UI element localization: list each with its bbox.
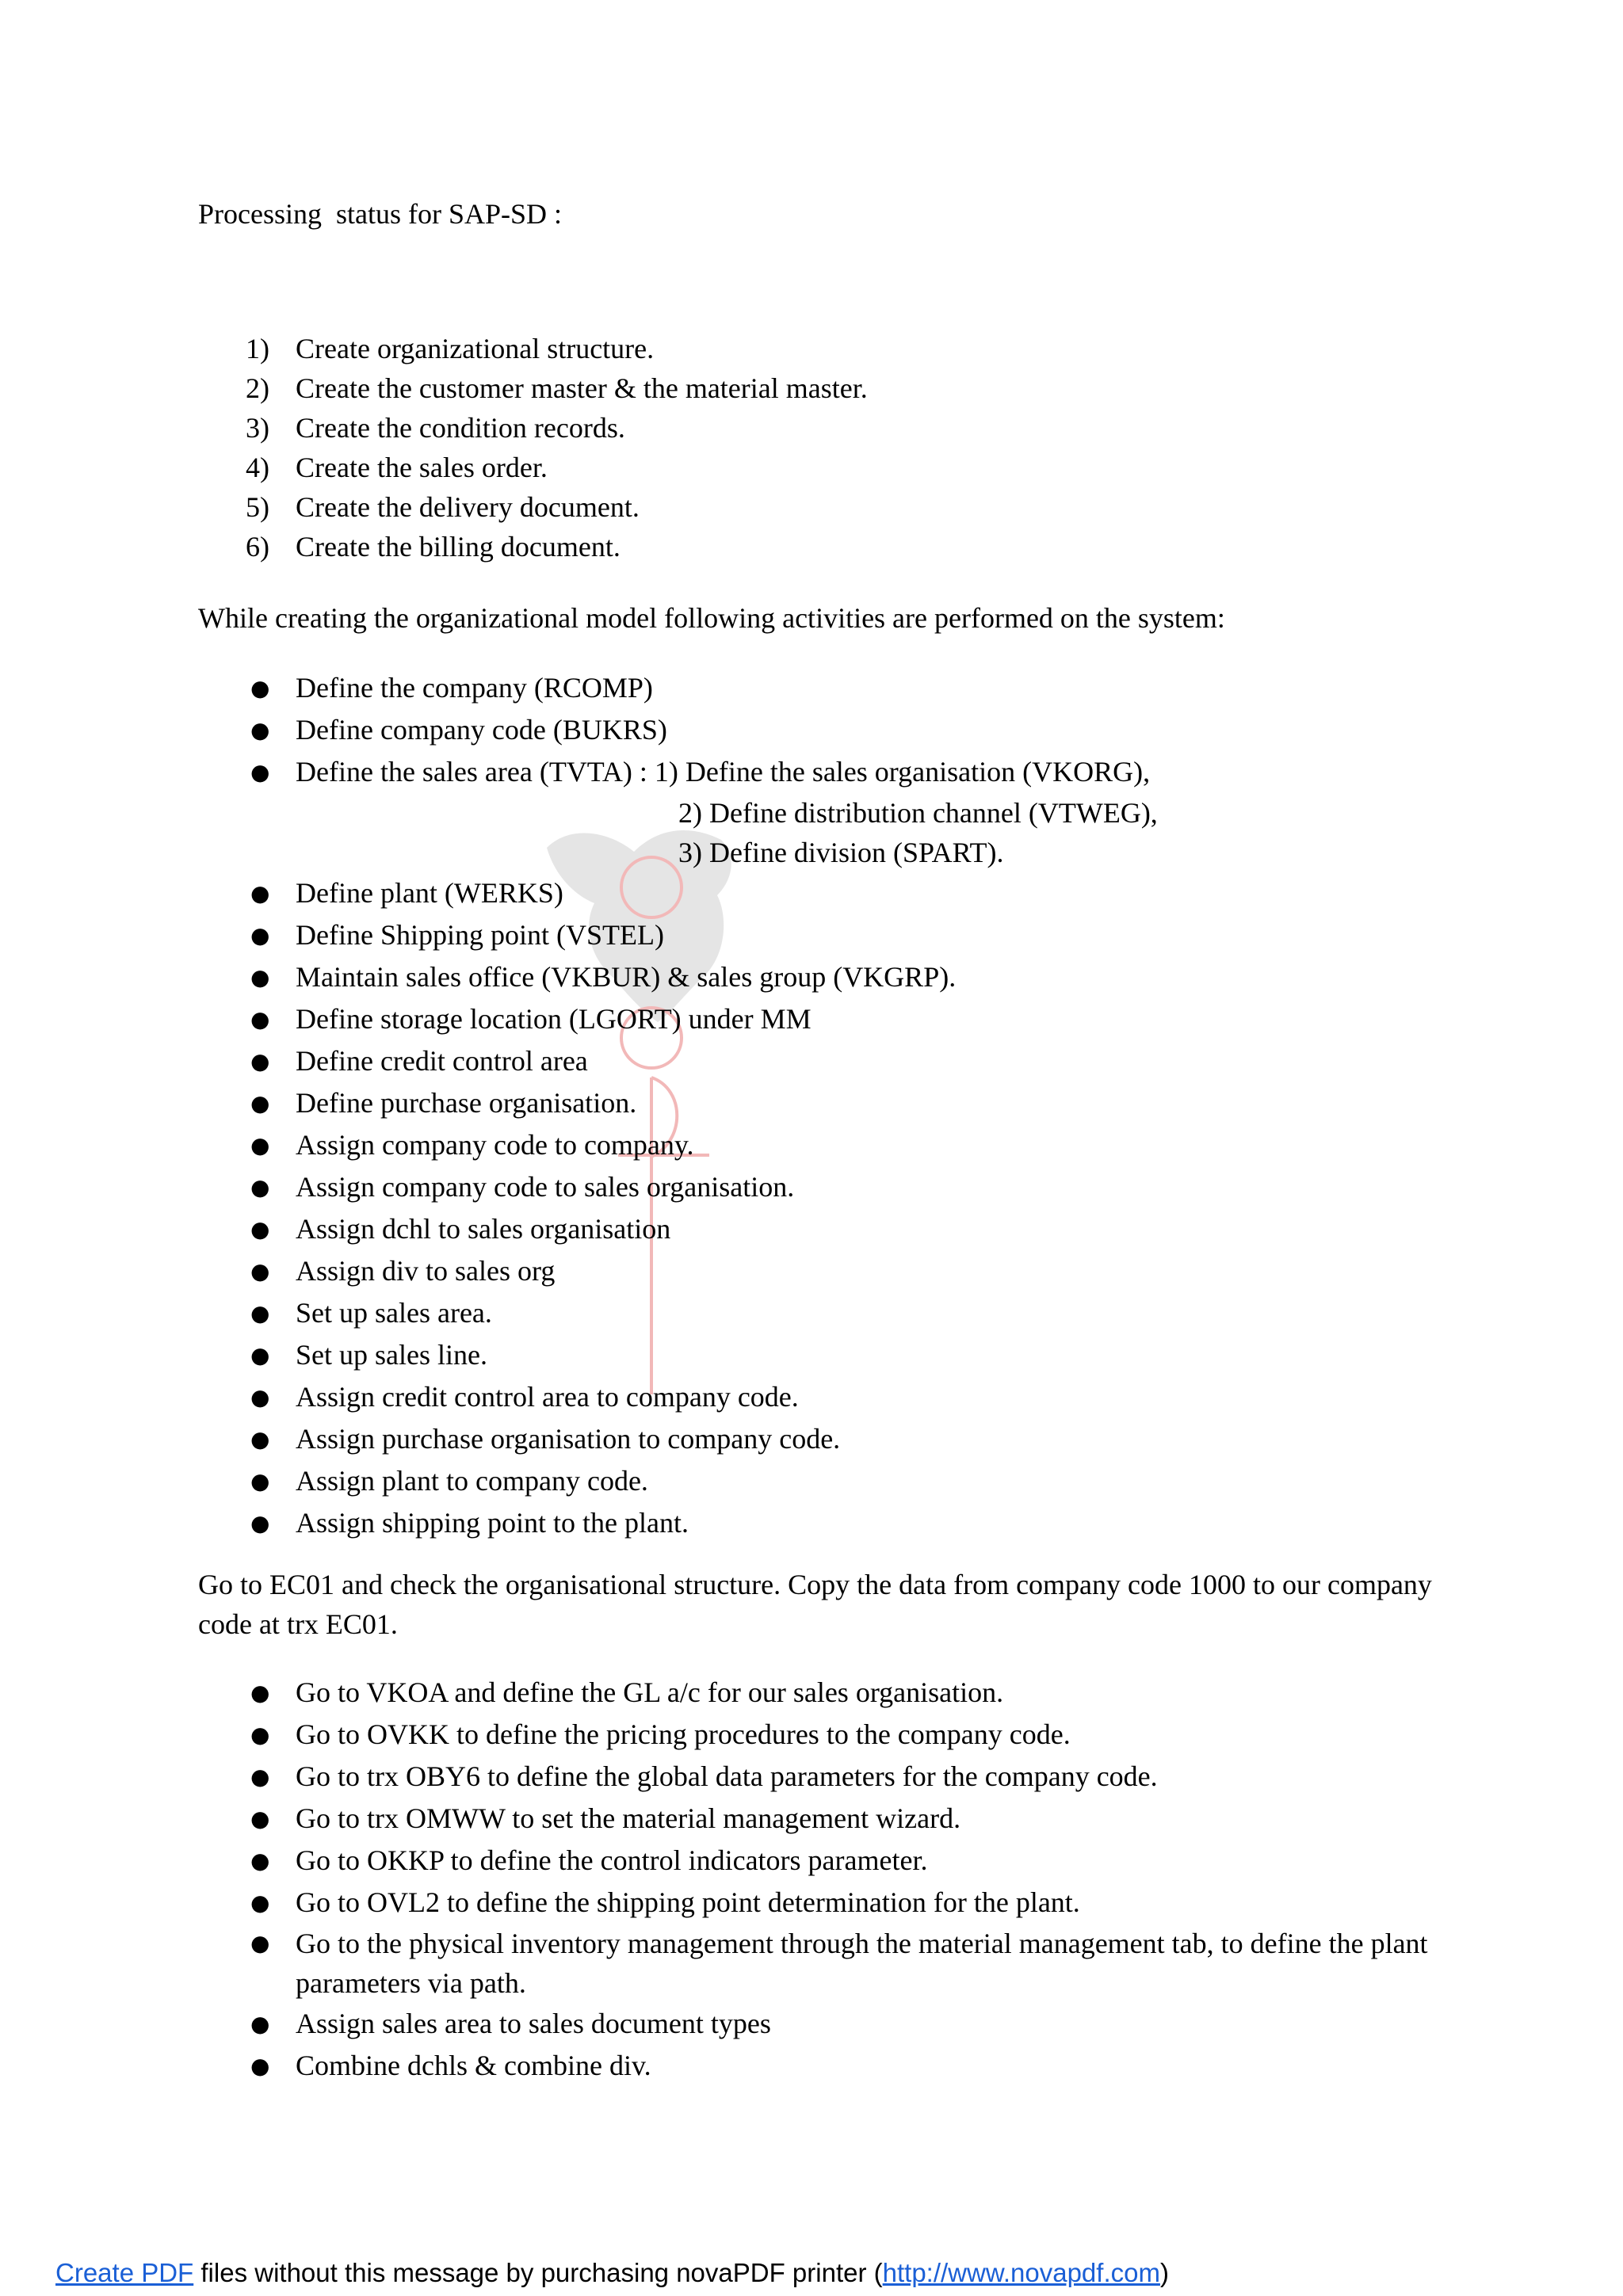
list-item: ● Assign plant to company code. [250,1465,648,1497]
list-item: 6) Create the billing document. [246,531,621,563]
list-item: ● Define company code (BUKRS) [250,714,667,746]
list-item: ● Define the sales area (TVTA) : 1) Define the sales organisation (VKORG), 2) Define distribution channel (VTWEG), 3) Define division (SPART). [198,751,1466,872]
process-steps-list [198,329,868,566]
list-item: ● Go to trx OBY6 to define the global data parameters for the company code. [250,1760,1158,1792]
novapdf-link[interactable]: http://www.novapdf.com [882,2258,1160,2287]
list-item: ● Define purchase organisation. [250,1087,637,1119]
list-item: ● Set up sales line. [250,1339,487,1371]
page-title: Processing status for SAP-SD : [198,198,563,230]
list-item: ● Go to OVL2 to define the shipping point determination for the plant. [250,1886,1080,1918]
list-item: ● Assign shipping point to the plant. [250,1507,689,1539]
list-item: ● Define Shipping point (VSTEL) [250,919,664,951]
sales-area-continuation: 3) Define division (SPART). [678,837,1004,868]
create-pdf-link[interactable]: Create PDF [55,2258,194,2287]
list-item: ● Go to trx OMWW to set the material management wizard. [250,1802,961,1834]
list-item: 2) Create the customer master & the material master. [246,372,868,404]
list-item: 3) Create the condition records. [246,412,625,444]
list-item: 1) Create organizational structure. [246,333,655,364]
activities-list [198,667,1466,1544]
list-item: ● Assign dchl to sales organisation [250,1213,671,1245]
list-item: ● Maintain sales office (VKBUR) & sales group (VKGRP). [250,961,957,993]
list-item: 4) Create the sales order. [246,452,548,483]
list-item: 5) Create the delivery document. [246,491,640,523]
list-item: ● Define credit control area [250,1045,588,1077]
pdf-footer: Create PDF files without this message by purchasing novaPDF printer (http://www.novapdf.com) [55,2258,1169,2287]
list-item: ● Set up sales area. [250,1297,492,1329]
list-item: ● Define storage location (LGORT) under MM [250,1003,812,1035]
list-item: ● Define plant (WERKS) [250,877,563,909]
ec01-paragraph: Go to EC01 and check the organisational structure. Copy the data from company code 1000 to our company code at trx EC01. [198,1569,1432,1640]
list-item: ● Go to VKOA and define the GL a/c for our sales organisation. [250,1676,1004,1708]
sales-area-continuation: 2) Define distribution channel (VTWEG), [678,797,1158,829]
list-item: ● Go to the physical inventory management through the material management tab, to define the plant parameters via path. [250,1928,1428,1999]
list-item: ● Assign company code to company. [250,1129,694,1161]
list-item: ● Assign company code to sales organisation. [250,1171,795,1203]
list-item: ● Assign sales area to sales document types [250,2008,771,2039]
list-item: ● Go to OVKK to define the pricing procedures to the company code. [250,1718,1071,1750]
list-item: ● Define the company (RCOMP) [250,672,653,704]
intro-paragraph: While creating the organizational model following activities are performed on the system: [198,602,1225,634]
transactions-list [198,1672,1466,2087]
list-item: ● Go to OKKP to define the control indicators parameter. [250,1844,928,1876]
list-item: ● Assign credit control area to company code. [250,1381,799,1413]
list-item: ● Assign purchase organisation to company code. [250,1423,841,1455]
list-item: ● Assign div to sales org [250,1255,556,1287]
list-item: ● Combine dchls & combine div. [250,2050,651,2081]
